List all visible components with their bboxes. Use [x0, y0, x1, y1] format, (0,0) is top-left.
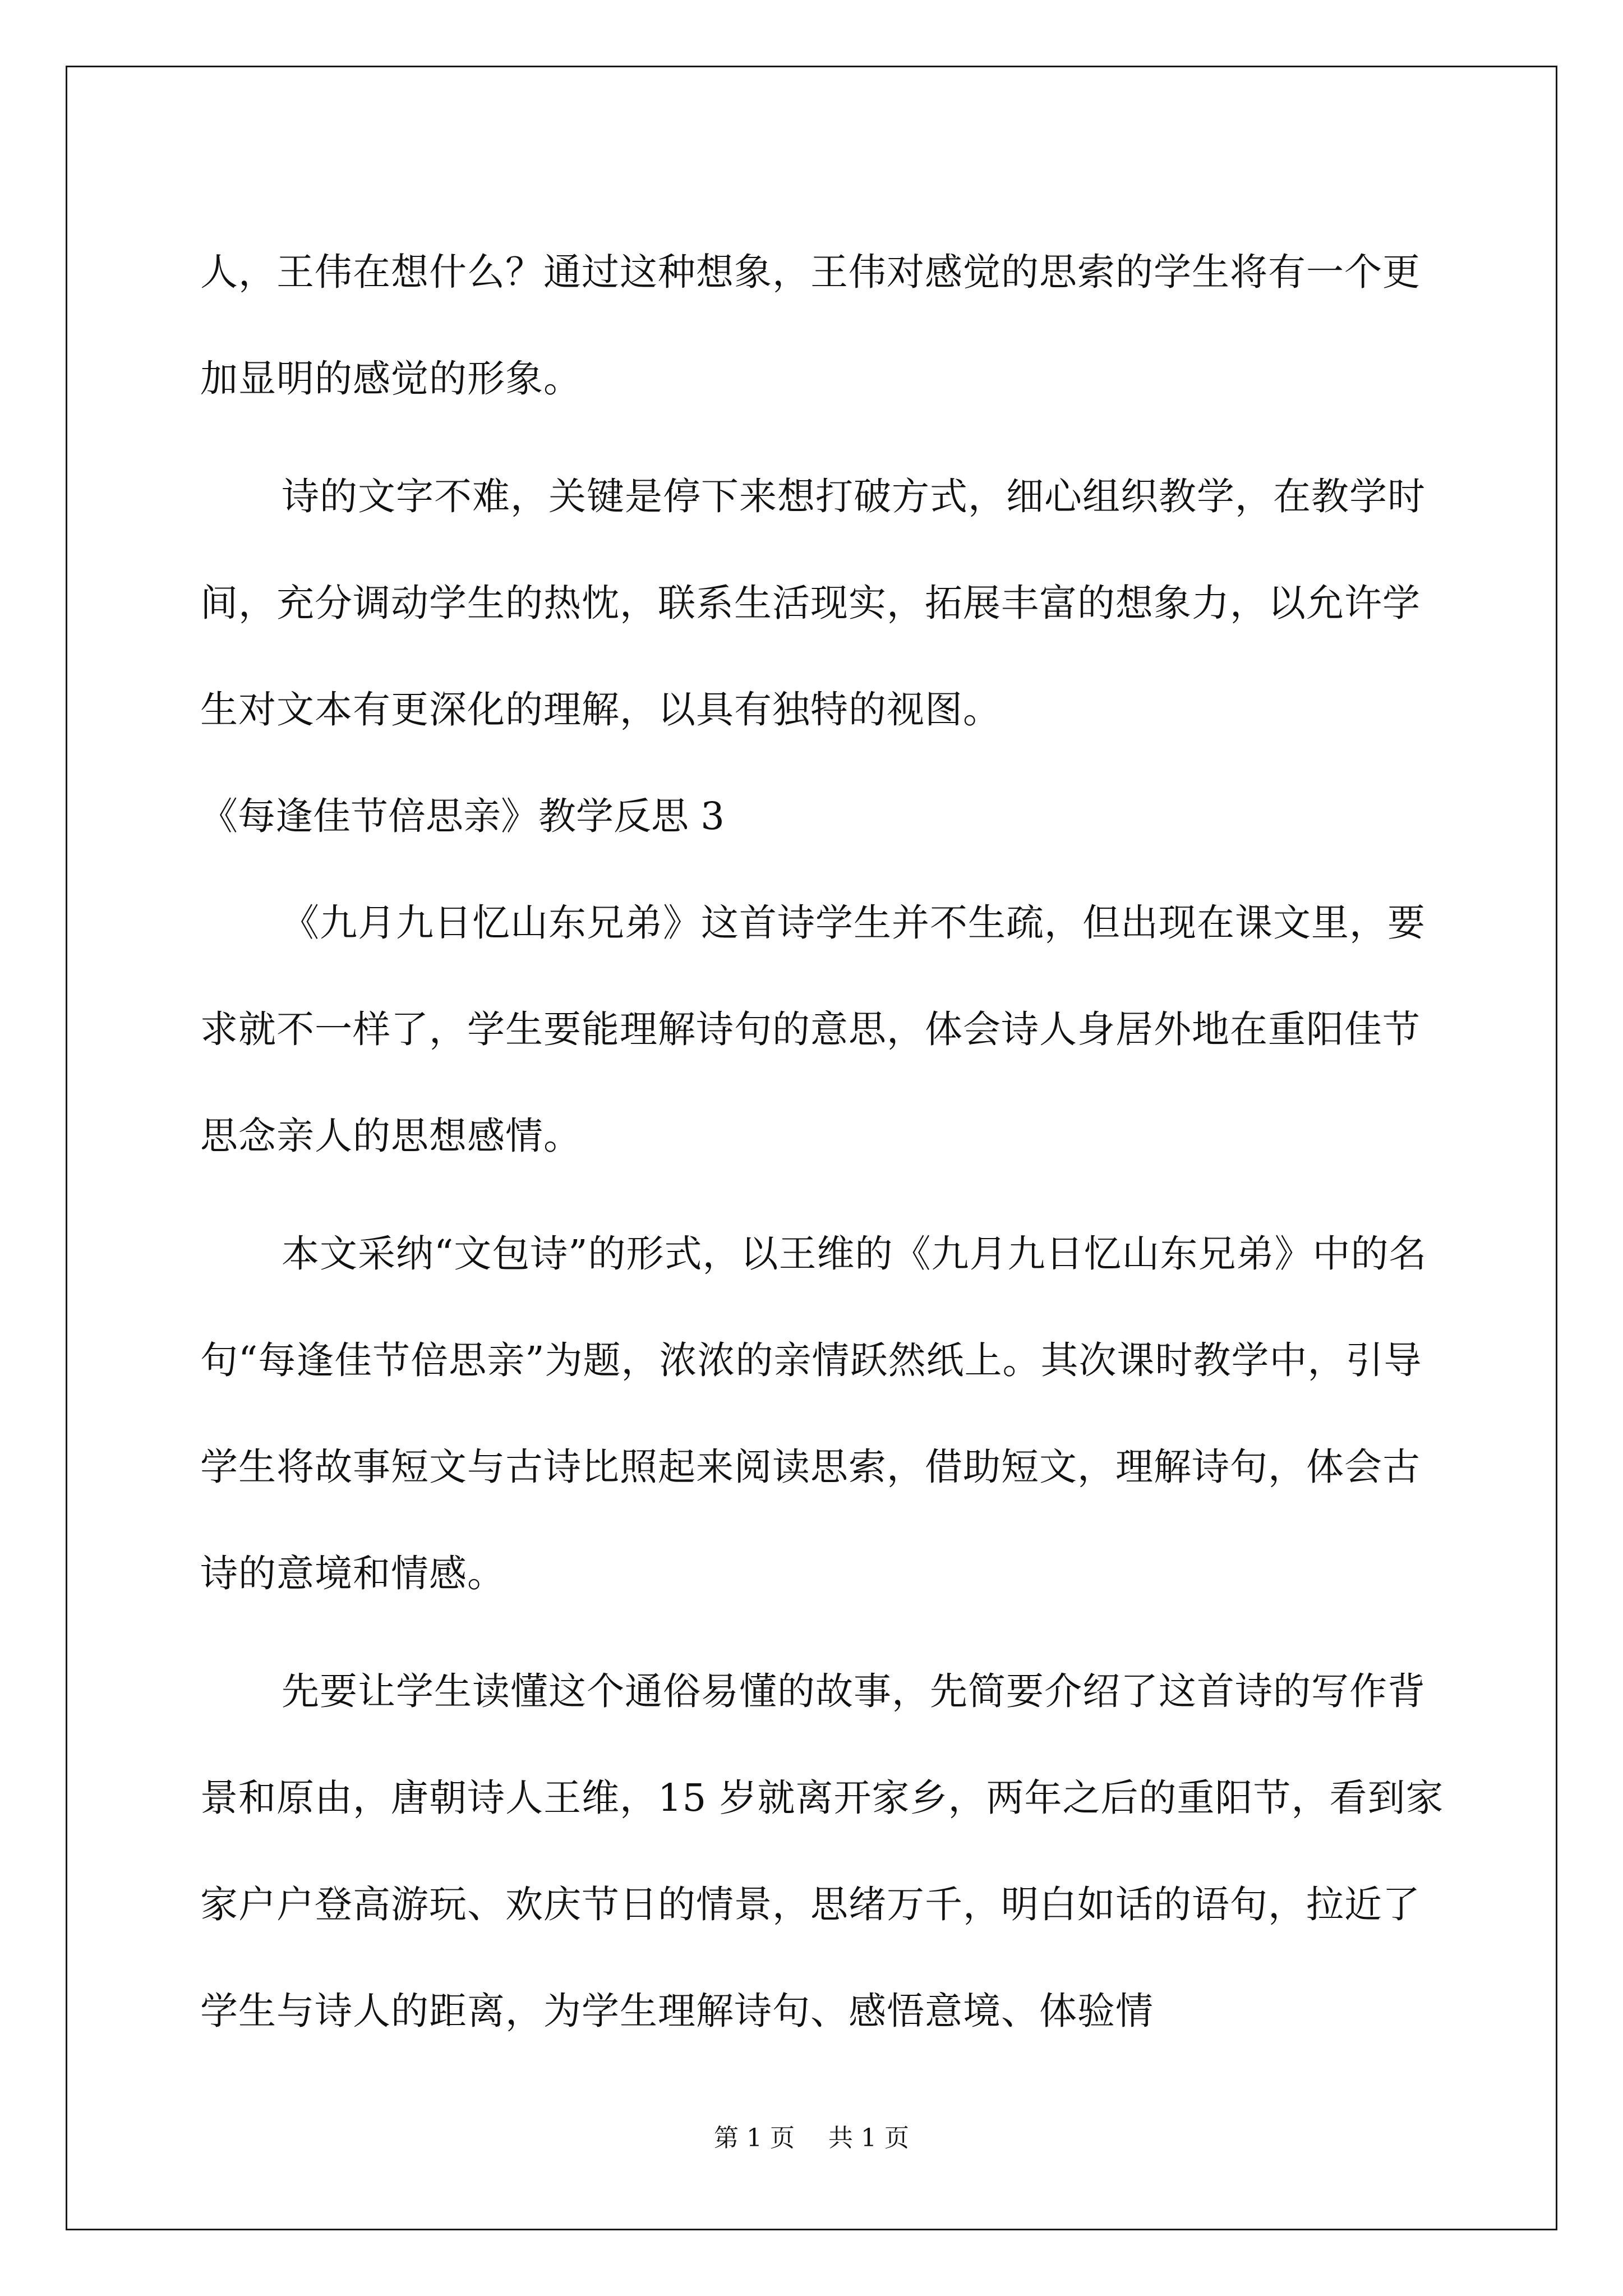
paragraph-continuation: 人，王伟在想什么？通过这种想象，王伟对感觉的思索的学生将有一个更加显明的感觉的形象。 [200, 250, 1421, 401]
paragraph: 先要让学生读懂这个通俗易懂的故事，先简要介绍了这首诗的写作背景和原由，唐朝诗人王维，15 岁就离开家乡，两年之后的重阳节，看到家家户户登高游玩、欢庆节日的情景，思绪万千，明白如话的语句，拉近了学生与诗人的距离，为学生理解诗句、感悟意境、体验情 [200, 1669, 1444, 2033]
page-total: 共 1 页 [828, 2124, 909, 2152]
paragraph: 诗的文字不难，关键是停下来想打破方式，细心组织教学，在教学时间，充分调动学生的热忱，联系生活现实，拓展丰富的想象力，以允许学生对文本有更深化的理解，以具有独特的视图。 [200, 475, 1426, 731]
page-footer [0, 2122, 1623, 2155]
page-number: 第 1 页 [714, 2124, 795, 2152]
section-heading: 《每逢佳节倍思亲》教学反思 3 [200, 794, 725, 838]
paragraph: 本文采纳“文包诗”的形式，以王维的《九月九日忆山东兄弟》中的名句“每逢佳节倍思亲”为题，浓浓的亲情跃然纸上。其次课时教学中，引导学生将故事短文与古诗比照起来阅读思索，借助短文，理解诗句，体会古诗的意境和情感。 [200, 1232, 1427, 1595]
document-body [200, 219, 1456, 2064]
paragraph: 《九月九日忆山东兄弟》这首诗学生并不生疏，但出现在课文里，要求就不一样了，学生要能理解诗句的意思，体会诗人身居外地在重阳佳节思念亲人的思想感情。 [200, 901, 1426, 1158]
